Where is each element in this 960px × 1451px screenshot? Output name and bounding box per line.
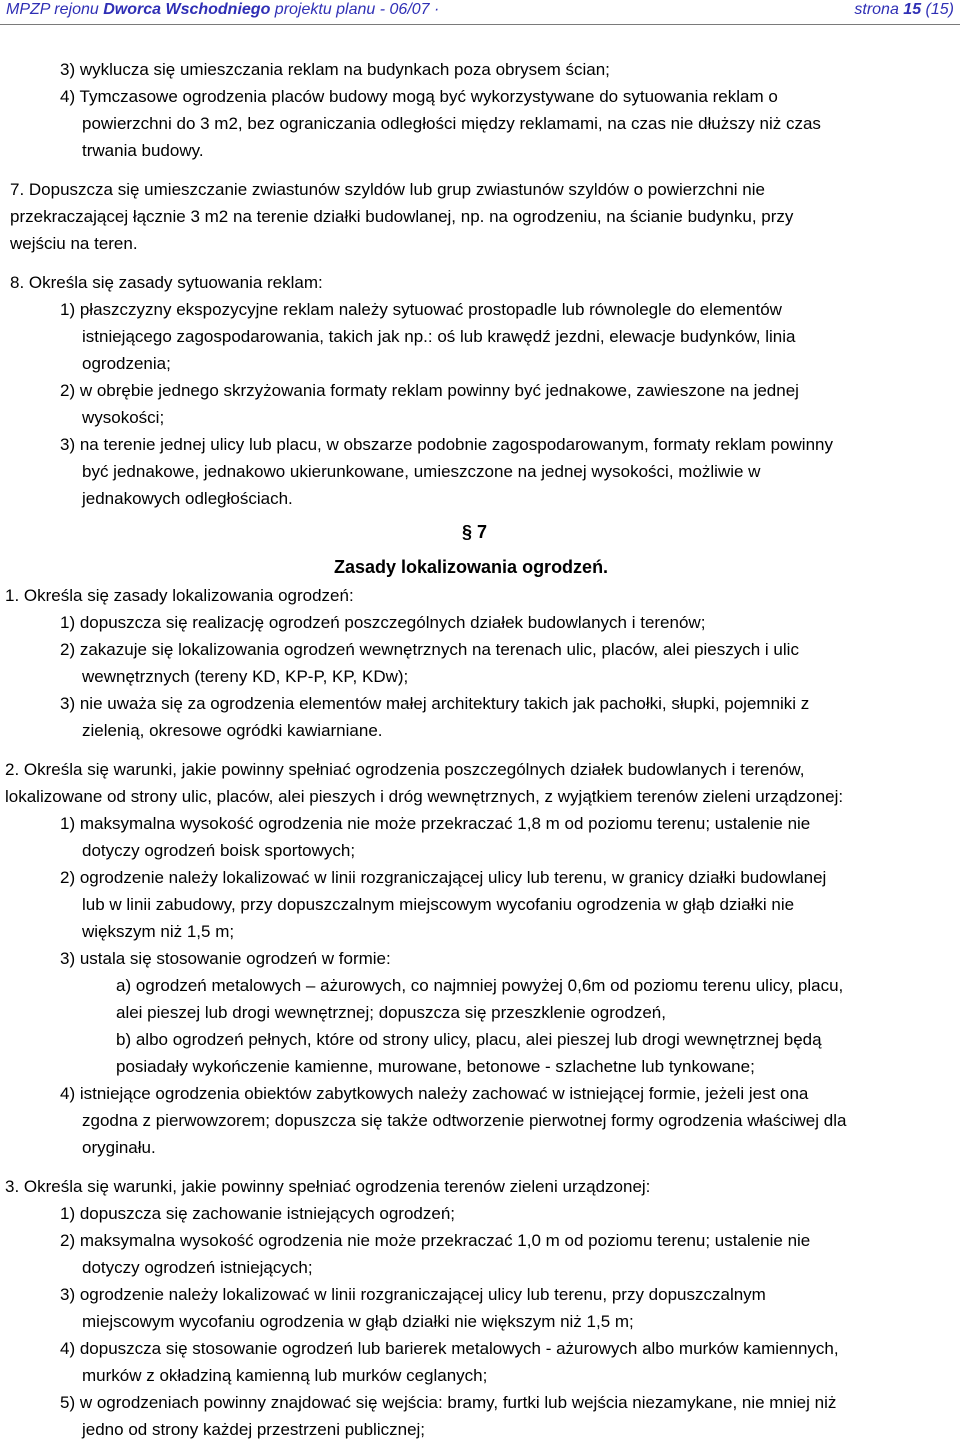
text-line: 1) płaszczyzny ekspozycyjne reklam należy sytuować prostopadle lub równolegle do elementów: [60, 300, 782, 319]
text-line: 1) maksymalna wysokość ogrodzenia nie może przekraczać 1,8 m od poziomu terenu; ustalenie nie: [60, 814, 811, 833]
text-line: 4) Tymczasowe ogrodzenia placów budowy mogą być wykorzystywane do sytuowania reklam o: [60, 87, 778, 106]
text-line: 3) ogrodzenie należy lokalizować w linii rozgraniczającej ulicy lub terenu, przy dopuszczalnym: [60, 1285, 766, 1304]
text-line: przekraczającej łącznie 3 m2 na terenie działki budowlanej, np. na ogrodzeniu, na ścianie budynku, przy: [10, 207, 794, 226]
section-title: Zasady lokalizowania ogrodzeń.: [334, 557, 609, 577]
text-line: wewnętrznych (tereny KD, KP-P, KP, KDw);: [82, 667, 409, 686]
header-page-number: strona 15 (15): [854, 1, 954, 18]
text-line: 3. Określa się warunki, jakie powinny spełniać ogrodzenia terenów zieleni urządzonej:: [5, 1177, 651, 1196]
text-line: a) ogrodzeń metalowych – ażurowych, co najmniej powyżej 0,6m od poziomu terenu ulicy, placu,: [116, 976, 844, 995]
text-line: 2) maksymalna wysokość ogrodzenia nie może przekraczać 1,0 m od poziomu terenu; ustalenie nie: [60, 1231, 811, 1250]
spacer: [0, 744, 960, 756]
text-line: być jednakowe, jednakowo ukierunkowane, umieszczone na jednej wysokości, możliwie w: [82, 462, 761, 481]
text-line: b) albo ogrodzeń pełnych, które od strony ulicy, placu, alei pieszej lub drogi wewnętrznej będą: [116, 1030, 822, 1049]
text-line: ogrodzenia;: [82, 354, 171, 373]
text-line: miejscowym wycofaniu ogrodzenia w głąb działki nie większym niż 1,5 m;: [82, 1312, 634, 1331]
text-line: 4) istniejące ogrodzenia obiektów zabytkowych należy zachować w istniejącej formie, jeżeli jest ona: [60, 1084, 809, 1103]
page-header: [0, 0, 960, 25]
text-line: 3) ustala się stosowanie ogrodzeń w formie:: [60, 949, 391, 968]
text-line: 2. Określa się warunki, jakie powinny spełniać ogrodzenia poszczególnych działek budowlanych i terenów,: [5, 760, 805, 779]
spacer: [0, 257, 960, 269]
text-line: 5) w ogrodzeniach powinny znajdować się wejścia: bramy, furtki lub wejścia niezamykane, nie mniej niż: [60, 1393, 837, 1412]
section-number: § 7: [462, 522, 488, 542]
spacer: [0, 164, 960, 176]
text-line: 3) nie uważa się za ogrodzenia elementów małej architektury takich jak pachołki, słupki, pojemniki z: [60, 694, 810, 713]
document-body: [0, 56, 960, 1443]
text-line: dotyczy ogrodzeń boisk sportowych;: [82, 841, 356, 860]
text-line: 8. Określa się zasady sytuowania reklam:: [10, 273, 323, 292]
spacer: [0, 1161, 960, 1173]
text-line: 3) na terenie jednej ulicy lub placu, w obszarze podobnie zagospodarowanym, formaty reklam powinny: [60, 435, 833, 454]
text-line: 1. Określa się zasady lokalizowania ogrodzeń:: [5, 586, 354, 605]
text-line: zgodna z pierwowzorem; dopuszcza się także odtworzenie pierwotnej formy ogrodzenia właściwej dla: [82, 1111, 847, 1130]
text-line: jedno od strony każdej przestrzeni publicznej;: [82, 1420, 426, 1439]
text-line: 4) dopuszcza się stosowanie ogrodzeń lub barierek metalowych - ażurowych albo murków kamiennych,: [60, 1339, 839, 1358]
text-line: lokalizowane od strony ulic, placów, alei pieszych i dróg wewnętrznych, z wyjątkiem terenów zieleni urządzonej:: [5, 787, 844, 806]
text-line: 1) dopuszcza się realizację ogrodzeń poszczególnych działek budowlanych i terenów;: [60, 613, 706, 632]
text-line: 2) ogrodzenie należy lokalizować w linii rozgraniczającej ulicy lub terenu, w granicy działki budowlanej: [60, 868, 827, 887]
text-line: 7. Dopuszcza się umieszczanie zwiastunów szyldów lub grup zwiastunów szyldów o powierzchni nie: [10, 180, 765, 199]
text-line: alei pieszej lub drogi wewnętrznej; dopuszcza się przeszklenie ogrodzeń,: [116, 1003, 666, 1022]
header-document-title: MPZP rejonu Dworca Wschodniego projektu planu - 06/07 ·: [6, 1, 440, 18]
text-line: powierzchni do 3 m2, bez ograniczania odległości między reklamami, na czas nie dłuższy niż czas: [82, 114, 821, 133]
text-line: wejściu na teren.: [10, 234, 138, 253]
text-line: zielenią, okresowe ogródki kawiarniane.: [82, 721, 383, 740]
text-line: trwania budowy.: [82, 141, 204, 160]
text-line: istniejącego zagospodarowania, takich jak np.: oś lub krawędź jezdni, elewacje budynków, linia: [82, 327, 796, 346]
text-line: murków z okładziną kamienną lub murków ceglanych;: [82, 1366, 488, 1385]
text-line: posiadały wykończenie kamienne, murowane, betonowe - szlachetne lub tynkowane;: [116, 1057, 755, 1076]
text-line: 3) wyklucza się umieszczania reklam na budynkach poza obrysem ścian;: [60, 60, 610, 79]
text-line: większym niż 1,5 m;: [82, 922, 235, 941]
text-line: 1) dopuszcza się zachowanie istniejących ogrodzeń;: [60, 1204, 456, 1223]
text-line: lub w linii zabudowy, przy dopuszczalnym miejscowym wycofaniu ogrodzenia w głąb działki nie: [82, 895, 795, 914]
text-line: wysokości;: [82, 408, 165, 427]
text-line: dotyczy ogrodzeń istniejących;: [82, 1258, 313, 1277]
text-line: 2) zakazuje się lokalizowania ogrodzeń wewnętrznych na terenach ulic, placów, alei pieszych i ulic: [60, 640, 799, 659]
text-line: oryginału.: [82, 1138, 156, 1157]
text-line: 2) w obrębie jednego skrzyżowania formaty reklam powinny być jednakowe, zawieszone na jednej: [60, 381, 799, 400]
text-line: jednakowych odległościach.: [82, 489, 293, 508]
